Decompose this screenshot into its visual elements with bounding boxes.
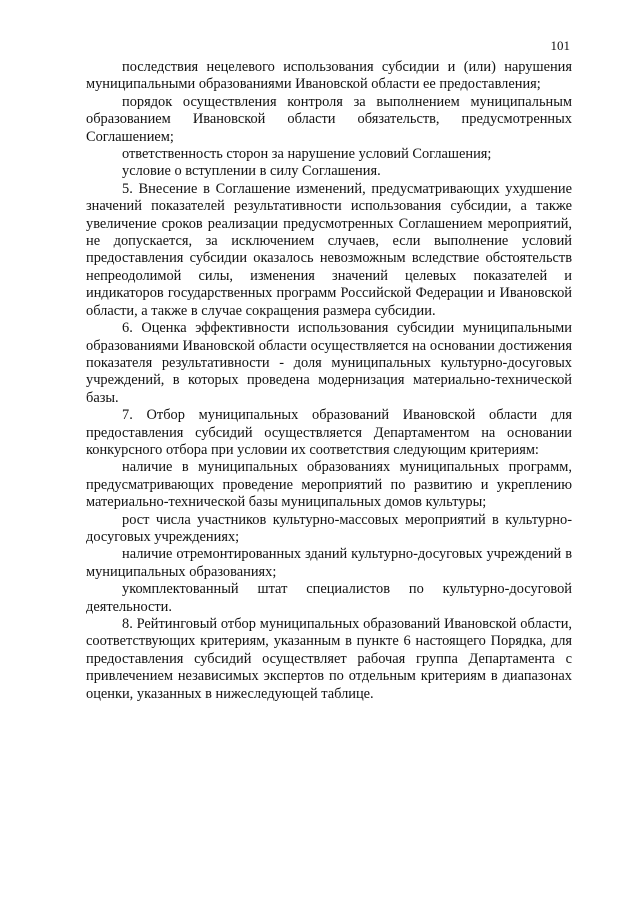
criterion-renovated-buildings: наличие отремонтированных зданий культурно-досуговых учреждений в муниципальных образованиях;: [86, 546, 572, 580]
criterion-participants-growth: рост числа участников культурно-массовых мероприятий в культурно-досуговых учреждениях;: [86, 511, 572, 545]
document-body: [86, 59, 572, 703]
criterion-staffing: укомплектованный штат специалистов по культурно-досуговой деятельности.: [86, 581, 572, 615]
paragraph-misuse-consequences: последствия нецелевого использования субсидии и (или) нарушения муниципальными образованиями Ивановской области ее предоставления;: [86, 59, 572, 93]
paragraph-clause-7: 7. Отбор муниципальных образований Ивановской области для предоставления субсидий осуществляется Департаментом на основании конкурсного отбора при условии их соответствия следующим критериям:: [86, 407, 572, 458]
paragraph-clause-8: 8. Рейтинговый отбор муниципальных образований Ивановской области, соответствующих критериям, указанным в пункте 6 настоящего Порядка, для предоставления субсидий осуществляет рабочая группа Департамента с привлечением независимых экспертов по отдельным критериям в диапазонах оценки, указанных в нижеследующей таблице.: [86, 616, 572, 702]
page-number: 101: [550, 38, 570, 53]
paragraph-clause-5: 5. Внесение в Соглашение изменений, предусматривающих ухудшение значений показателей результативности использования субсидии, а также увеличение сроков реализации предусмотренных Соглашением мероприятий, не допускается, за исключением случаев, если выполнение условий предоставления субсидии оказалось невозможным вследствие обстоятельств непреодолимой силы, изменения значений целевых показателей и индикаторов государственных программ Российской Федерации и Ивановской области, а также в случае сокращения размера субсидии.: [86, 180, 572, 319]
paragraph-clause-6: 6. Оценка эффективности использования субсидии муниципальными образованиями Ивановской области осуществляется на основании достижения показателя результативности - доля муниципальных культурно-досуговых учреждений, в которых проведена модернизация материально-технической базы.: [86, 320, 572, 406]
paragraph-party-responsibility: ответственность сторон за нарушение условий Соглашения;: [122, 146, 492, 163]
criterion-municipal-programs: наличие в муниципальных образованиях муниципальных программ, предусматривающих проведение мероприятий по развитию и укреплению материально-технической базы муниципальных домов культуры;: [86, 459, 572, 511]
paragraph-entry-into-force: условие о вступлении в силу Соглашения.: [122, 163, 381, 180]
paragraph-control-procedure: порядок осуществления контроля за выполнением муниципальным образованием Ивановской области обязательств, предусмотренных Соглашением;: [86, 93, 572, 145]
